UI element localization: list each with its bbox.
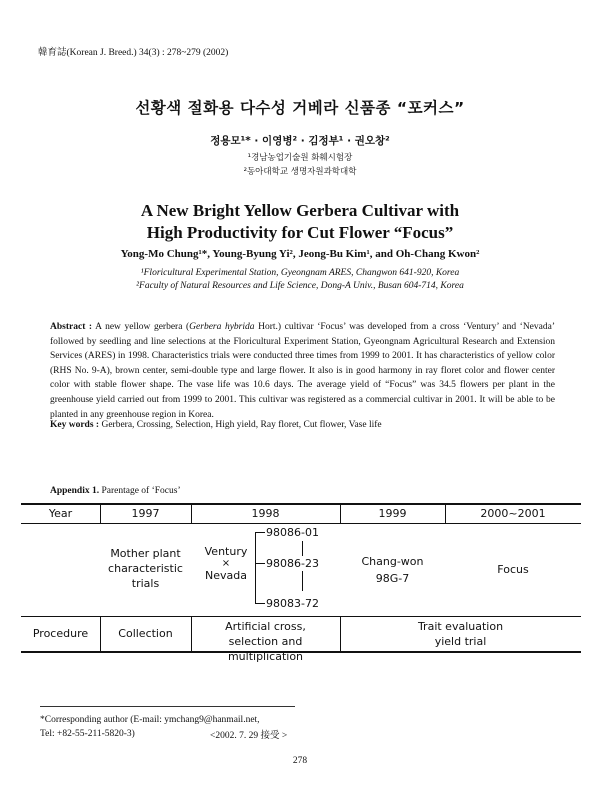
mother-plant-line-2: characteristic [108,562,183,575]
procedure-collection: Collection [118,627,173,640]
korean-affiliation-2: ²동아대학교 생명자원과학대학 [243,167,357,177]
korean-affiliation-1: ¹경남농업기술원 화훼시험장 [247,153,353,163]
korean-title: 선황색 절화용 다수성 거베라 신품종 “포커스” [135,99,465,117]
lineage-bracket [255,532,256,604]
page-number: 278 [292,756,308,766]
line-98083-72: 98083-72 [266,597,319,610]
mother-plant-line-1: Mother plant [110,547,181,560]
changwon-trial [340,553,445,587]
english-title-line-2: High Productivity for Cut Flower “Focus” [146,223,454,242]
header-1997: 1997 [131,507,160,520]
parent-nevada: Nevada [205,569,247,582]
english-title [0,200,600,244]
korean-affiliations [0,151,600,179]
footnote-rule [40,706,295,707]
changwon-code: 98G-7 [375,572,410,585]
line-98086-23: 98086-23 [266,557,319,570]
table-top-rule [21,503,581,505]
mother-plant-cell [100,546,191,591]
trait-evaluation-line-2: yield trial [434,635,487,648]
bracket-branch [255,603,265,604]
procedure-label: Procedure [32,627,89,640]
keywords-label: Key words : [50,420,100,430]
header-year: Year [48,507,73,520]
appendix-caption-text: Parentage of ‘Focus’ [99,486,181,496]
focus-cultivar: Focus [497,563,529,576]
procedure-trait-evaluation [340,619,581,649]
footnote-line-1: *Corresponding author (E-mail: ymchang9@hanmail.net, [40,715,260,725]
journal-citation: 韓育誌(Korean J. Breed.) 34(3) : 278~279 (2002) [38,48,229,58]
english-authors: Yong-Mo Chung¹*, Young-Byung Yi², Jeong-Bu Kim¹, and Oh-Chang Kwon² [120,248,480,260]
keywords-text: Gerbera, Crossing, Selection, High yield, Ray floret, Cut flower, Vase life [99,420,382,430]
bracket-branch [255,563,265,564]
header-1998: 1998 [251,507,280,520]
english-affiliation-1: ¹Floricultural Experimental Station, Gyeongnam ARES, Changwon 641-920, Korea [140,268,460,278]
mother-plant-line-3: trials [131,577,160,590]
abstract [50,320,555,422]
abstract-text-2: Hort.) cultivar ‘Focus’ was developed from a cross ‘Ventury’ and ‘Nevada’ followed by seedling and line selections at the Floricultural Experiment Station, Gyeongnam Agricultural Research and Extension Services (ARES) in 1998. Characteristics trials were conducted three times from 1999 to 2001. It has characteristics of yellow color (RHS No. 9-A), brown center, semi-double type and large flower. It also is in good harmony in ray floret color and flower center color with stable flower shape. The vase life was 10.6 days. The average yield of “Focus” was 34.5 flowers per plant in the greenhouse yield carried out from 1999 to 2001. This cultivar was registered as a commercial cultivar in 2001. It will be able to be planted in any greenhouse region in Korea. [50,322,555,420]
english-affiliations [0,267,600,293]
received-date: <2002. 7. 29 接受 > [210,731,288,741]
parent-ventury: Ventury [204,545,248,558]
appendix-caption [50,486,181,496]
header-2000-2001: 2000~2001 [480,507,546,520]
procedure-artificial-cross [191,619,340,664]
cross-sign: × [221,558,231,569]
abstract-text-1: A new yellow gerbera ( [92,322,190,332]
keywords [50,420,555,430]
header-1999: 1999 [378,507,407,520]
species-name: Gerbera hybrida [189,322,255,332]
artificial-cross-line-2: selection and multiplication [227,635,304,663]
lineage-connector [302,571,303,591]
table-mid-rule [21,616,581,617]
changwon-label: Chang-won [361,555,424,568]
trait-evaluation-line-1: Trait evaluation [417,620,504,633]
footnote-line-2: Tel: +82-55-211-5820-3) [40,729,135,739]
artificial-cross-line-1: Artificial cross, [225,620,306,633]
english-title-line-1: A New Bright Yellow Gerbera Cultivar with [140,201,460,220]
lineage-connector [302,541,303,556]
bracket-branch [255,532,265,533]
corresponding-author-footnote [40,713,370,741]
abstract-label: Abstract : [50,322,93,332]
appendix-label: Appendix 1. [50,486,100,496]
english-affiliation-2: ²Faculty of Natural Resources and Life Science, Dong-A Univ., Busan 604-714, Korea [136,281,464,291]
table-header-rule [21,523,581,524]
line-98086-01: 98086-01 [266,526,319,539]
korean-authors: 정용모¹* · 이영병² · 김정부¹ · 권오창² [210,135,390,147]
